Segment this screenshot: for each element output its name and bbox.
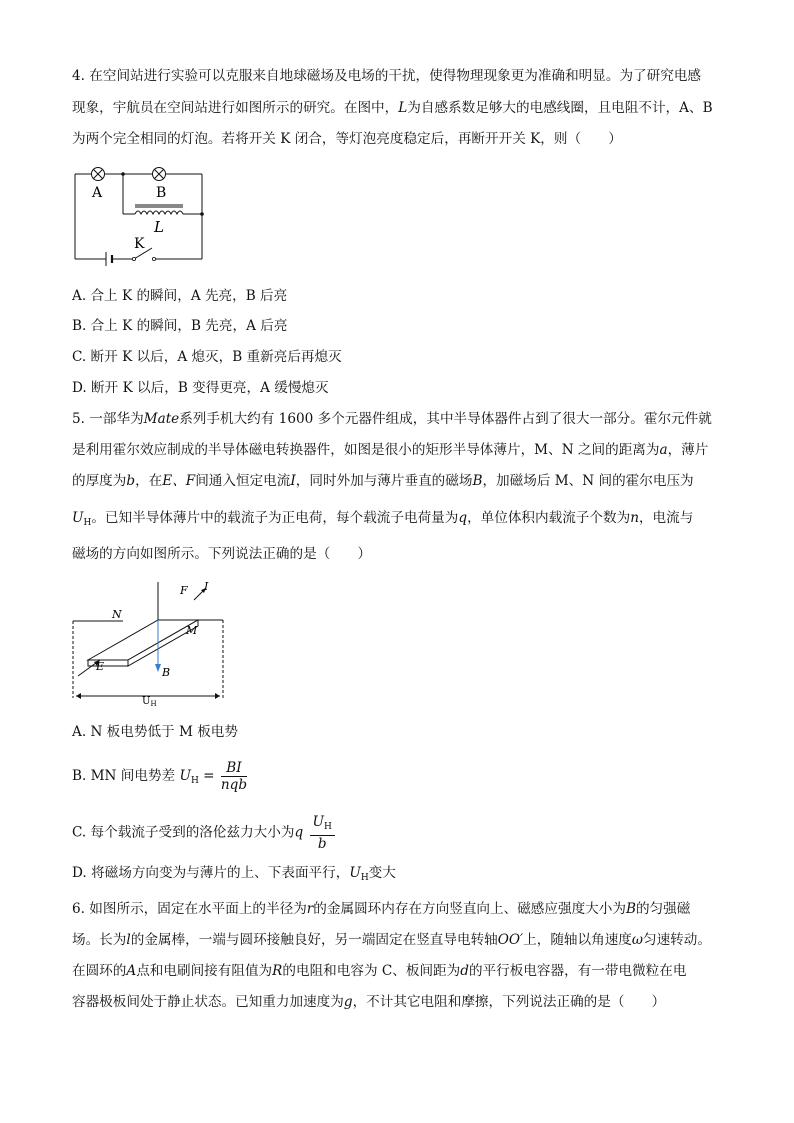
label-uh: $U_H$: [142, 696, 157, 708]
q4-circuit-diagram: [70, 162, 210, 272]
q6-line-2: 场。长为l的金属棒，一端与圆环接触良好，另一端固定在竖直导电转轴OO′上，随轴以角速度ω匀速转动。: [72, 932, 711, 948]
label-m: M: [186, 624, 198, 637]
q4-option-a[interactable]: A. 合上 K 的瞬间，A 先亮，B 后亮: [72, 288, 288, 304]
q4-option-b[interactable]: B. 合上 K 的瞬间，B 先亮，A 后亮: [72, 318, 288, 334]
switch-k-label: K: [134, 236, 145, 252]
q6-line-3: 在圆环的A点和电刷间接有阻值为R的电阻和电容为 C、板间距为d的平行板电容器，有一带电微粒在电: [72, 963, 687, 979]
q5-option-b-fraction: $\frac{BI}{\text{nqb}}$: [220, 760, 248, 793]
q5-option-c[interactable]: C. 每个载流子受到的洛伦兹力大小为q $\frac{U_H}{b}$: [72, 814, 337, 852]
q6-line-4: 容器极板间处于静止状态。已知重力加速度为g，不计其它电阻和摩擦，下列说法正确的是（ ）: [72, 994, 666, 1010]
q4-line-3: 为两个完全相同的灯泡。若将开关 K 闭合，等灯泡亮度稳定后，再断开开关 K，则（ ）: [72, 131, 622, 147]
label-e: E: [96, 660, 105, 673]
label-b: B: [162, 666, 171, 679]
q5-option-d[interactable]: D. 将磁场方向变为与薄片的上、下表面平行，$U_H$变大: [72, 865, 396, 883]
q5-option-c-fraction: $\frac{U_H}{b}$: [310, 814, 335, 852]
label-n: N: [112, 608, 122, 621]
q5-line-2: 是利用霍尔效应制成的半导体磁电转换器件，如图是很小的矩形半导体薄片，M、N 之间的距离为a，薄片: [72, 442, 709, 458]
q5-hall-element-diagram: [68, 578, 230, 708]
q5-line-1: 5. 一部华为Mate系列手机大约有 1600 多个元器件组成，其中半导体器件占到了很大一部分。霍尔元件就: [72, 411, 712, 427]
q4-option-c[interactable]: C. 断开 K 以后，A 熄灭，B 重新亮后再熄灭: [72, 349, 342, 365]
lamp-a-label: A: [92, 185, 103, 201]
q4-line-2: 现象，宇航员在空间站进行如图所示的研究。在图中，L为自感系数足够大的电感线圈，且电阻不计，A、B: [72, 100, 713, 116]
q5-option-b[interactable]: B. MN 间电势差 $U_H$ = $\frac{BI}{\text{nqb}}$: [72, 760, 248, 793]
q5-line-3: 的厚度为b，在E、F间通入恒定电流I，同时外加与薄片垂直的磁场B，加磁场后 M、N 间的霍尔电压为: [72, 473, 694, 489]
inductor-l-label: L: [154, 218, 164, 236]
q5-line-5: 磁场的方向如图所示。下列说法正确的是（ ）: [72, 546, 372, 562]
label-i: I: [204, 580, 209, 593]
lamp-b-label: B: [156, 185, 167, 201]
q4-line-1: 4. 在空间站进行实验可以克服来自地球磁场及电场的干扰，使得物理现象更为准确和明显。为了研究电感: [72, 68, 702, 84]
label-f: F: [180, 584, 188, 597]
q5-option-a[interactable]: A. N 板电势低于 M 板电势: [72, 724, 238, 740]
q4-option-d[interactable]: D. 断开 K 以后，B 变得更亮，A 缓慢熄灭: [72, 380, 329, 396]
q5-line-4: $U_H$。已知半导体薄片中的载流子为正电荷，每个载流子电荷量为q，单位体积内载流子个数为n，电流与: [72, 510, 694, 528]
q6-line-1: 6. 如图所示，固定在水平面上的半径为r的金属圆环内存在方向竖直向上、磁感应强度大小为B的匀强磁: [72, 901, 691, 917]
